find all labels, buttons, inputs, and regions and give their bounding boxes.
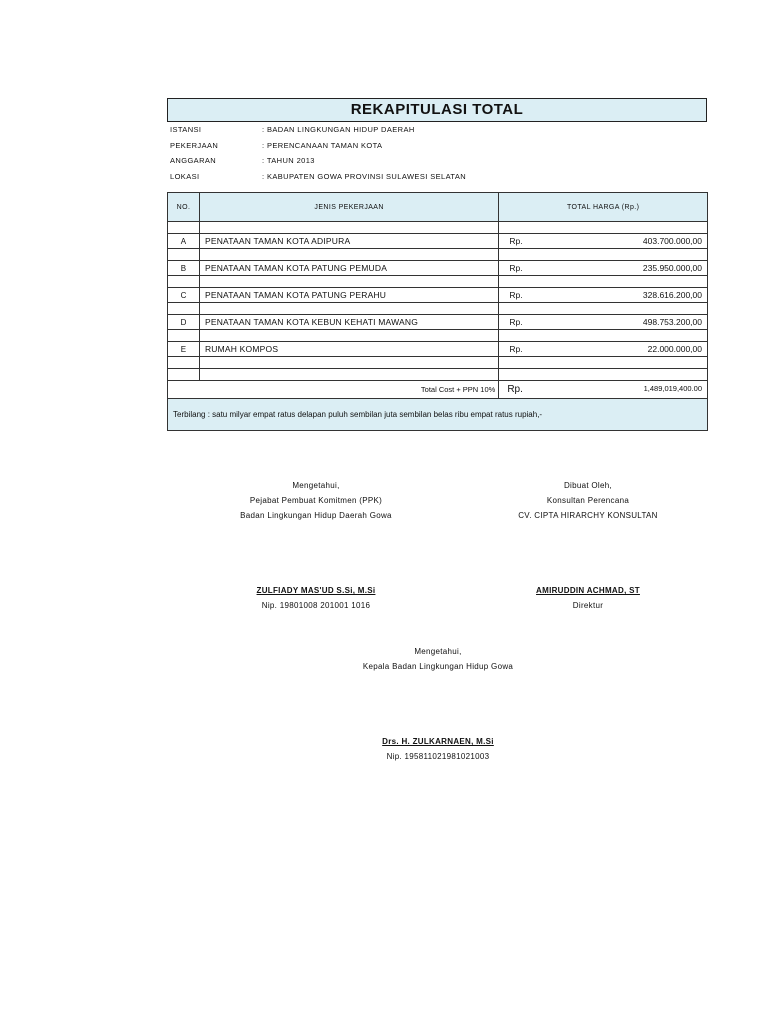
info-value: : TAHUN 2013 [262, 156, 315, 165]
total-row [168, 381, 708, 399]
row-amount-cell [499, 234, 708, 249]
info-label: ISTANSI [170, 125, 202, 134]
spacer-row [168, 249, 708, 261]
bottom-sig-line1: Mengetahui, [414, 647, 462, 656]
row-amount: 328.616.200,00 [642, 290, 702, 300]
left-sig-line1: Mengetahui, [292, 481, 340, 490]
terbilang-row [168, 399, 708, 431]
left-signer [206, 583, 426, 613]
total-amount-cell [499, 381, 708, 399]
header-total-harga: TOTAL HARGA (Rp.) [499, 193, 708, 222]
row-amount: 235.950.000,00 [642, 263, 702, 273]
row-no: E [168, 342, 200, 357]
spacer-row [168, 222, 708, 234]
info-lokasi [170, 172, 466, 181]
info-value: : KABUPATEN GOWA PROVINSI SULAWESI SELATAN [262, 172, 467, 181]
right-signer-title: Direktur [572, 601, 604, 610]
left-signer-nip: Nip. 19801008 201001 1016 [261, 601, 371, 610]
row-name: PENATAAN TAMAN KOTA PATUNG PEMUDA [199, 261, 498, 276]
bottom-signer-nip: Nip. 195811021981021003 [386, 752, 490, 761]
table-row [168, 315, 708, 330]
spacer-row [168, 330, 708, 342]
bottom-signer-name: Drs. H. ZULKARNAEN, M.Si [382, 737, 494, 746]
header-no: NO. [168, 193, 200, 222]
row-no: C [168, 288, 200, 303]
total-amount: 1,489,019,400.00 [643, 384, 702, 393]
info-label: PEKERJAAN [170, 141, 219, 150]
row-currency: Rp. [509, 236, 523, 246]
bottom-sig-line2: Kepala Badan Lingkungan Hidup Gowa [362, 662, 514, 671]
info-pekerjaan [170, 141, 382, 150]
row-amount: 498.753.200,00 [642, 317, 702, 327]
info-istansi [170, 125, 415, 134]
info-value: : BADAN LINGKUNGAN HIDUP DAERAH [262, 125, 415, 134]
right-signer [478, 583, 698, 613]
row-no: A [168, 234, 200, 249]
table-header-row [168, 193, 708, 222]
table-row [168, 288, 708, 303]
row-amount: 22.000.000,00 [647, 344, 702, 354]
left-signature-block [206, 478, 426, 523]
right-sig-line3: CV. CIPTA HIRARCHY KONSULTAN [518, 511, 658, 520]
header-jenis-pekerjaan: JENIS PEKERJAAN [199, 193, 498, 222]
table-row [168, 234, 708, 249]
row-amount: 403.700.000,00 [642, 236, 702, 246]
table-row [168, 261, 708, 276]
spacer-row [168, 303, 708, 315]
row-amount-cell [499, 342, 708, 357]
table-row [168, 342, 708, 357]
row-amount-cell [499, 315, 708, 330]
row-amount-cell [499, 288, 708, 303]
info-value: : PERENCANAAN TAMAN KOTA [262, 141, 383, 150]
total-label: Total Cost + PPN 10% [168, 381, 499, 399]
left-sig-line3: Badan Lingkungan Hidup Daerah Gowa [240, 511, 392, 520]
left-sig-line2: Pejabat Pembuat Komitmen (PPK) [249, 496, 383, 505]
terbilang-text: Terbilang : satu milyar empat ratus delapan puluh sembilan juta sembilan belas ribu empat ratus rupiah,- [168, 399, 708, 431]
row-currency: Rp. [509, 317, 523, 327]
info-label: ANGGARAN [170, 156, 217, 165]
row-name: RUMAH KOMPOS [199, 342, 498, 357]
spacer-row [168, 276, 708, 288]
row-currency: Rp. [509, 263, 523, 273]
total-currency: Rp. [507, 384, 523, 395]
bottom-signer [308, 734, 568, 764]
info-anggaran [170, 156, 315, 165]
document-title: REKAPITULASI TOTAL [167, 98, 707, 122]
row-no: B [168, 261, 200, 276]
row-no: D [168, 315, 200, 330]
right-signature-block [478, 478, 698, 523]
right-sig-line1: Dibuat Oleh, [563, 481, 613, 490]
bottom-signature-block [308, 644, 568, 674]
spacer-row [168, 369, 708, 381]
row-name: PENATAAN TAMAN KOTA KEBUN KEHATI MAWANG [199, 315, 498, 330]
row-name: PENATAAN TAMAN KOTA ADIPURA [199, 234, 498, 249]
right-signer-name: AMIRUDDIN ACHMAD, ST [536, 586, 640, 595]
row-name: PENATAAN TAMAN KOTA PATUNG PERAHU [199, 288, 498, 303]
row-amount-cell [499, 261, 708, 276]
cost-summary-table [167, 192, 708, 431]
row-currency: Rp. [509, 344, 523, 354]
right-sig-line2: Konsultan Perencana [546, 496, 630, 505]
row-currency: Rp. [509, 290, 523, 300]
spacer-row [168, 357, 708, 369]
info-label: LOKASI [170, 172, 200, 181]
left-signer-name: ZULFIADY MAS'UD S.Si, M.Si [256, 586, 376, 595]
